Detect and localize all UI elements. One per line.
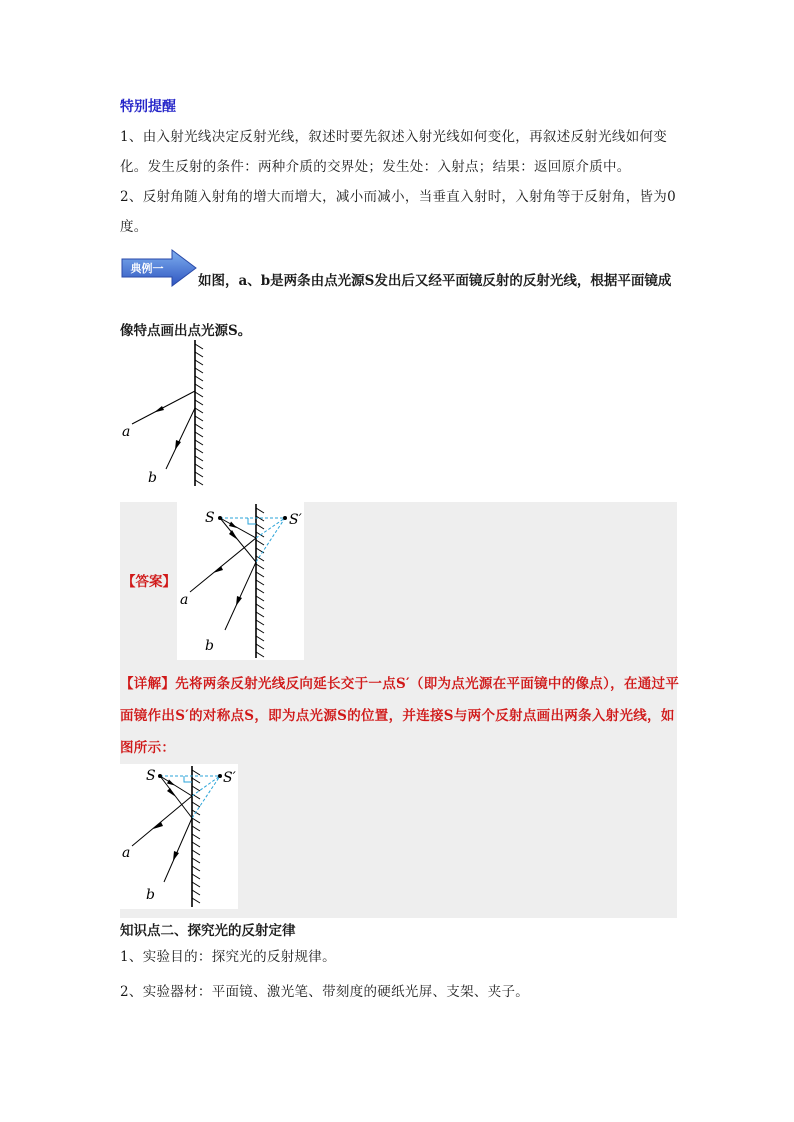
label-b: b (148, 470, 157, 486)
label-S-prime: S′ (289, 512, 302, 528)
label-b: b (146, 887, 155, 903)
detail-label: 【详解】 (120, 676, 176, 692)
label-S-prime: S′ (223, 770, 236, 786)
label-S: S (146, 768, 156, 784)
detail-paragraph (120, 668, 680, 764)
answer-figure-bg (177, 502, 304, 660)
example-question: 如图，a、b是两条由点光源S发出后又经平面镜反射的反射光线，根据平面镜成像特点画出点光源S。 (120, 273, 672, 339)
section2-heading: 知识点二、探究光的反射定律 (120, 923, 296, 939)
section2-paragraph-1: 1、实验目的：探究光的反射规律。 (120, 949, 336, 965)
tip-paragraph-2: 2、反射角随入射角的增大而增大，减小而减小，当垂直入射时，入射角等于反射角，皆为0度。 (120, 189, 676, 235)
label-S: S (205, 510, 215, 526)
answer-figure (177, 502, 304, 660)
detail-figure-bg (120, 764, 238, 909)
detail-figure (120, 764, 238, 909)
detail-text: 先将两条反射光线反向延长交于一点S′（即为点光源在平面镜中的像点），在通过平面镜作出S′的对称点S，即为点光源S的位置，并连接S与两个反射点画出两条入射光线，如图所示： (120, 676, 680, 756)
label-a: a (122, 845, 131, 861)
label-a: a (122, 424, 131, 440)
question-figure (118, 336, 218, 488)
section2-paragraph-2: 2、实验器材：平面镜、激光笔、带刻度的硬纸光屏、支架、夹子。 (120, 984, 530, 1000)
answer-label: 【答案】 (122, 574, 176, 590)
tip-heading: 特别提醒 (120, 99, 176, 115)
example-badge-text: 典例一 (130, 262, 164, 275)
tip-paragraph-1: 1、由入射光线决定反射光线，叙述时要先叙述入射光线如何变化，再叙述反射光线如何变化。发生反射的条件：两种介质的交界处；发生处：入射点；结果：返回原介质中。 (120, 129, 668, 175)
label-b: b (205, 638, 214, 654)
label-a: a (180, 592, 189, 608)
